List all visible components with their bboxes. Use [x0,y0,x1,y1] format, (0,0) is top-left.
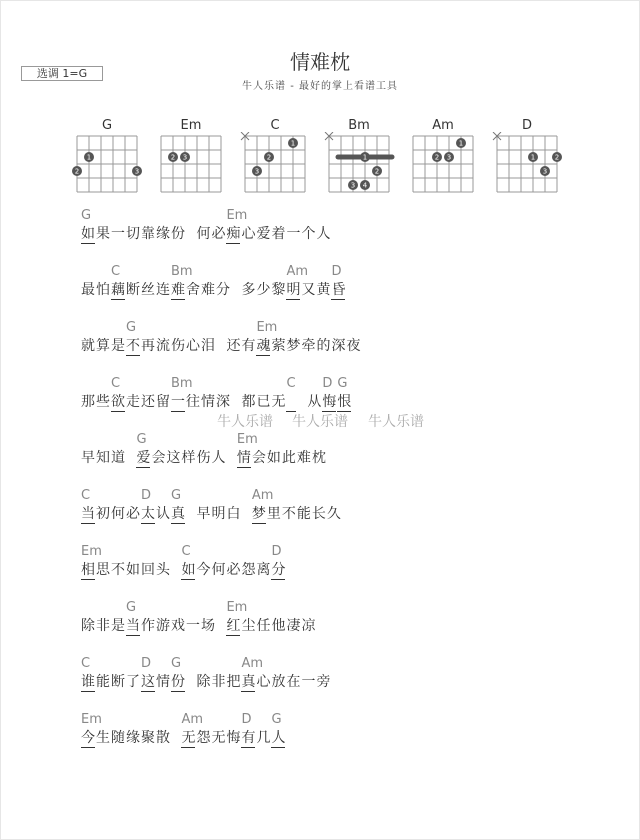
chord-label[interactable]: C [181,544,191,559]
chord-underline [256,355,270,356]
watermark: 牛人乐谱 [368,414,424,430]
chord-label[interactable]: G [81,208,92,223]
lyric-line [81,209,601,249]
lyric-text: 那些欲走还留一往情深 都已无 从悔恨 [81,394,353,410]
chord-underline [271,747,285,748]
chord-underline [171,691,185,692]
lyric-line [81,489,601,529]
chord-diagram-name: C [270,118,280,133]
lyric-text: 相思不如回头 如今何必怨离分 [81,562,287,578]
chord-label[interactable]: G [125,320,137,335]
chord-underline [241,691,255,692]
lyric-line [81,657,601,697]
chord-label[interactable]: D [140,488,151,503]
chord-underline [286,299,300,300]
finger-number: 2 [266,153,272,162]
chord-underline [171,523,185,524]
chord-underline [136,467,150,468]
chord-underline [171,411,185,412]
finger-number: 3 [182,153,188,162]
chord-diagram-name: G [101,118,113,133]
fretboard [65,132,149,196]
chord-label[interactable]: C [110,264,121,279]
chord-diagram-name: Bm [348,118,370,133]
chord-label[interactable]: D [322,376,333,391]
chord-label[interactable]: Bm [170,264,193,279]
chord-underline [81,243,95,244]
chord-label[interactable]: C [81,488,91,503]
lyric-text: 如果一切靠缘份 何必痴心爱着一个人 [81,226,332,242]
chord-label[interactable]: Em [236,432,258,447]
chord-underline [181,747,195,748]
chord-diagram-bm [317,118,401,198]
watermark: 牛人乐谱 [217,414,273,430]
finger-number: 2 [374,167,380,176]
finger-number: 4 [362,181,368,190]
watermark: 牛人乐谱 [292,414,348,430]
chord-label[interactable]: Am [286,264,308,279]
key-select-button[interactable]: 选调 1=G [21,66,103,81]
chord-label[interactable]: Em [81,712,102,727]
chord-label[interactable]: G [125,600,137,615]
finger-number: 1 [530,153,536,162]
chord-label[interactable]: C [286,376,296,391]
chord-underline [241,747,255,748]
lyric-text: 早知道 爱会这样伤人 情会如此难枕 [81,450,327,466]
chord-diagram-em [149,118,233,198]
chord-underline [271,579,285,580]
finger-number: 1 [86,153,92,162]
chord-label[interactable]: Em [226,208,248,223]
chord-diagram-am [401,118,485,198]
fretboard [149,132,233,196]
chord-label[interactable]: D [331,264,342,279]
chord-underline [81,523,95,524]
finger-number: 2 [170,153,176,162]
lyric-text: 最怕藕断丝连难舍难分 多少黎明又黄昏 [81,282,347,298]
chord-label[interactable]: Am [251,488,274,503]
chord-label[interactable]: C [110,376,121,391]
finger-number: 3 [446,153,452,162]
fretboard [401,132,485,196]
chord-label[interactable]: D [241,712,252,727]
chord-label[interactable]: Em [81,544,102,559]
chord-label[interactable]: Bm [170,376,193,391]
chord-diagram-name: D [521,118,532,133]
chord-label[interactable]: G [271,712,282,727]
finger-number: 2 [434,153,440,162]
chord-diagram-name: Am [432,118,454,133]
chord-underline [81,691,95,692]
lyric-text: 就算是不再流伤心泪 还有魂萦梦牵的深夜 [81,338,362,354]
chord-underline [141,523,155,524]
chord-underline [126,355,140,356]
chord-underline [111,299,125,300]
fretboard [233,132,317,196]
song-title: 情难枕 [290,50,350,74]
chord-diagram-d [485,118,569,198]
chord-diagram-name: Em [180,118,202,133]
finger-number: 2 [554,153,560,162]
chord-label[interactable]: G [337,376,348,391]
fretboard [485,132,569,196]
fretboard [317,132,401,196]
chord-label[interactable]: D [140,656,151,671]
chord-diagram-g [65,118,149,198]
finger-number: 1 [362,153,368,162]
chord-underline [181,579,195,580]
finger-number: 1 [290,139,296,148]
chord-underline [331,299,345,300]
chord-label[interactable]: G [136,432,147,447]
lyric-text: 当初何必太认真 早明白 梦里不能长久 [81,506,342,522]
chord-label[interactable]: G [170,656,182,671]
chord-underline [226,635,240,636]
chord-underline [126,635,140,636]
chord-underline [81,579,95,580]
chord-label[interactable]: Am [181,712,203,727]
chord-underline [111,411,125,412]
lyric-line [81,713,601,753]
chord-underline [226,243,240,244]
finger-number: 2 [74,167,80,176]
lyric-text: 除非是当作游戏一场 红尘任他凄凉 [81,618,317,634]
chord-label[interactable]: G [170,488,182,503]
chord-underline [237,467,251,468]
finger-number: 3 [542,167,548,176]
chord-underline [252,523,266,524]
chord-label[interactable]: Am [241,656,263,671]
lyric-line [81,545,601,585]
subtitle: 牛人乐谱 - 最好的掌上看谱工具 [242,81,398,92]
lyric-line [81,433,601,473]
finger-number: 3 [254,167,260,176]
lyric-text: 谁能断了这情份 除非把真心放在一旁 [81,674,332,690]
chord-underline [81,747,95,748]
chord-underline [171,299,185,300]
finger-number: 3 [350,181,356,190]
lyric-line [81,265,601,305]
finger-number: 3 [134,167,140,176]
finger-number: 1 [458,139,464,148]
chord-label[interactable]: C [81,656,91,671]
chord-diagram-c [233,118,317,198]
lyric-text: 今生随缘聚散 无怨无悔有几人 [81,730,287,746]
chord-label[interactable]: Em [256,320,278,335]
lyric-line [81,321,601,361]
chord-label[interactable]: D [271,544,282,559]
chord-underline [141,691,155,692]
lyric-line [81,601,601,641]
chord-label[interactable]: Em [226,600,248,615]
